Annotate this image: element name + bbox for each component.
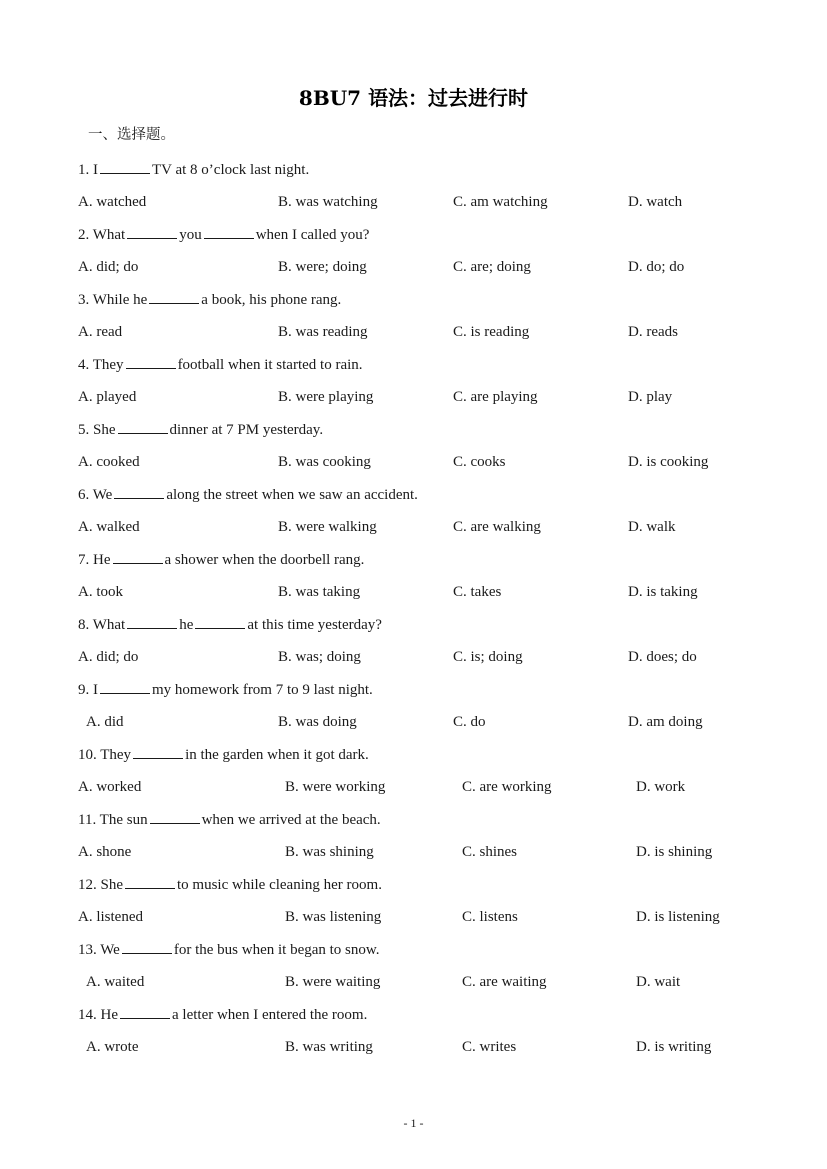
question-text: 10. They [78, 747, 132, 763]
question-text: 5. She [78, 422, 116, 438]
question-text: a letter when I entered the room. [172, 1007, 368, 1023]
option-c[interactable]: C. are playing [453, 389, 538, 405]
question-stem [78, 808, 381, 832]
answer-options [78, 450, 778, 474]
option-b[interactable]: B. was listening [285, 909, 382, 925]
option-b[interactable]: B. were playing [278, 389, 374, 405]
question-text: 4. They [78, 357, 124, 373]
answer-options [78, 190, 778, 214]
answer-options [78, 905, 778, 929]
option-d[interactable]: D. is listening [636, 909, 720, 925]
question-stem [78, 1003, 367, 1027]
option-b[interactable]: B. was reading [278, 324, 368, 340]
option-c[interactable]: C. do [453, 714, 486, 730]
question-text: a shower when the doorbell rang. [164, 552, 365, 568]
option-a[interactable]: A. listened [78, 909, 143, 925]
question-text: when I called you? [255, 227, 370, 243]
option-c[interactable]: C. is reading [453, 324, 530, 340]
option-a[interactable]: A. worked [78, 779, 142, 795]
question-item [78, 223, 778, 288]
answer-blank[interactable] [114, 483, 164, 499]
question-text: 12. She [78, 877, 123, 893]
question-text: 1. I [78, 162, 98, 178]
question-text: 11. The sun [78, 812, 148, 828]
question-item [78, 743, 778, 808]
option-b[interactable]: B. was shining [285, 844, 374, 860]
option-b[interactable]: B. was writing [285, 1039, 373, 1055]
question-text: in the garden when it got dark. [185, 747, 369, 763]
option-c[interactable]: C. are walking [453, 519, 541, 535]
option-d[interactable]: D. wait [636, 974, 681, 990]
option-c[interactable]: C. are working [462, 779, 552, 795]
question-stem [78, 158, 309, 182]
option-a[interactable]: A. cooked [78, 454, 140, 470]
option-d[interactable]: D. is taking [628, 584, 698, 600]
answer-options [78, 1035, 778, 1059]
answer-options [78, 320, 778, 344]
option-b[interactable]: B. was doing [278, 714, 357, 730]
option-a[interactable]: A. shone [78, 844, 132, 860]
question-text: 7. He [78, 552, 111, 568]
section-heading: 一、选择题。 [88, 127, 175, 143]
question-item [78, 483, 778, 548]
answer-blank[interactable] [195, 613, 245, 629]
option-d[interactable]: D. is writing [636, 1039, 712, 1055]
question-text: you [179, 227, 202, 243]
answer-blank[interactable] [127, 223, 177, 239]
question-item [78, 678, 778, 743]
answer-blank[interactable] [118, 418, 168, 434]
answer-options [78, 645, 778, 669]
question-stem [78, 548, 364, 572]
option-a[interactable]: A. took [78, 584, 123, 600]
question-item [78, 613, 778, 678]
option-d[interactable]: D. play [628, 389, 673, 405]
answer-options [78, 580, 778, 604]
question-stem [78, 743, 369, 767]
option-c[interactable]: C. are waiting [462, 974, 547, 990]
option-a[interactable]: A. watched [78, 194, 147, 210]
question-list [78, 158, 778, 1068]
option-a[interactable]: A. waited [86, 974, 145, 990]
option-a[interactable]: A. walked [78, 519, 140, 535]
question-stem [78, 938, 380, 962]
question-text: dinner at 7 PM yesterday. [169, 422, 324, 438]
answer-blank[interactable] [122, 938, 172, 954]
option-d[interactable]: D. am doing [628, 714, 703, 730]
question-text: my homework from 7 to 9 last night. [152, 682, 373, 698]
question-text: to music while cleaning her room. [177, 877, 382, 893]
answer-blank[interactable] [127, 613, 177, 629]
question-text: a book, his phone rang. [201, 292, 342, 308]
answer-options [78, 710, 778, 734]
option-d[interactable]: D. reads [628, 324, 678, 340]
question-text: 2. What [78, 227, 126, 243]
answer-options [78, 775, 778, 799]
question-item [78, 418, 778, 483]
question-item [78, 938, 778, 1003]
option-d[interactable]: D. is cooking [628, 454, 709, 470]
question-item [78, 1003, 778, 1068]
option-c[interactable]: C. shines [462, 844, 518, 860]
answer-blank[interactable] [113, 548, 163, 564]
question-stem [78, 288, 341, 312]
option-b[interactable]: B. was watching [278, 194, 378, 210]
question-text: 6. We [78, 487, 113, 503]
answer-blank[interactable] [125, 873, 175, 889]
option-a[interactable]: A. did; do [78, 259, 139, 275]
option-b[interactable]: B. was; doing [278, 649, 361, 665]
question-stem [78, 873, 382, 897]
question-text: for the bus when it began to snow. [173, 942, 380, 958]
answer-blank[interactable] [126, 353, 176, 369]
option-c[interactable]: C. is; doing [453, 649, 523, 665]
option-a[interactable]: A. played [78, 389, 137, 405]
option-a[interactable]: A. read [78, 324, 123, 340]
question-stem [78, 483, 418, 507]
option-c[interactable]: C. writes [462, 1039, 517, 1055]
question-text: 8. What [78, 617, 126, 633]
answer-blank[interactable] [100, 678, 150, 694]
option-c[interactable]: C. listens [462, 909, 518, 925]
question-stem [78, 418, 323, 442]
question-text: he [179, 617, 194, 633]
answer-options [78, 515, 778, 539]
question-text: 13. We [78, 942, 120, 958]
option-b[interactable]: B. were; doing [278, 259, 367, 275]
question-stem [78, 613, 382, 637]
question-text: at this time yesterday? [247, 617, 382, 633]
answer-options [78, 385, 778, 409]
answer-blank[interactable] [100, 158, 150, 174]
answer-blank[interactable] [204, 223, 254, 239]
answer-options [78, 970, 778, 994]
option-d[interactable]: D. walk [628, 519, 676, 535]
option-b[interactable]: B. were walking [278, 519, 377, 535]
question-text: TV at 8 o’clock last night. [152, 162, 310, 178]
page-title: 8BU7 语法：过去进行时 [298, 86, 529, 110]
answer-options [78, 255, 778, 279]
question-text: football when it started to rain. [177, 357, 363, 373]
question-text: when we arrived at the beach. [201, 812, 381, 828]
option-a[interactable]: A. did; do [78, 649, 139, 665]
question-item [78, 353, 778, 418]
question-item [78, 808, 778, 873]
option-a[interactable]: A. did [86, 714, 124, 730]
question-text: 3. While he [78, 292, 148, 308]
answer-options [78, 840, 778, 864]
option-d[interactable]: D. watch [628, 194, 683, 210]
answer-blank[interactable] [149, 288, 199, 304]
option-c[interactable]: C. are; doing [453, 259, 531, 275]
option-b[interactable]: B. were waiting [285, 974, 381, 990]
answer-blank[interactable] [120, 1003, 170, 1019]
option-d[interactable]: D. work [636, 779, 686, 795]
question-item [78, 548, 778, 613]
page-number: - 1 - [403, 1116, 424, 1130]
question-text: 14. He [78, 1007, 118, 1023]
option-d[interactable]: D. is shining [636, 844, 713, 860]
option-d[interactable]: D. do; do [628, 259, 685, 275]
option-d[interactable]: D. does; do [628, 649, 697, 665]
question-item [78, 873, 778, 938]
question-item [78, 288, 778, 353]
option-b[interactable]: B. was taking [278, 584, 361, 600]
answer-blank[interactable] [133, 743, 183, 759]
option-a[interactable]: A. wrote [86, 1039, 139, 1055]
option-c[interactable]: C. takes [453, 584, 502, 600]
option-b[interactable]: B. was cooking [278, 454, 371, 470]
question-item [78, 158, 778, 223]
answer-blank[interactable] [150, 808, 200, 824]
question-stem [78, 223, 369, 247]
question-text: 9. I [78, 682, 98, 698]
question-stem [78, 353, 363, 377]
question-stem [78, 678, 373, 702]
option-b[interactable]: B. were working [285, 779, 386, 795]
option-c[interactable]: C. cooks [453, 454, 506, 470]
option-c[interactable]: C. am watching [453, 194, 548, 210]
question-text: along the street when we saw an accident. [166, 487, 418, 503]
